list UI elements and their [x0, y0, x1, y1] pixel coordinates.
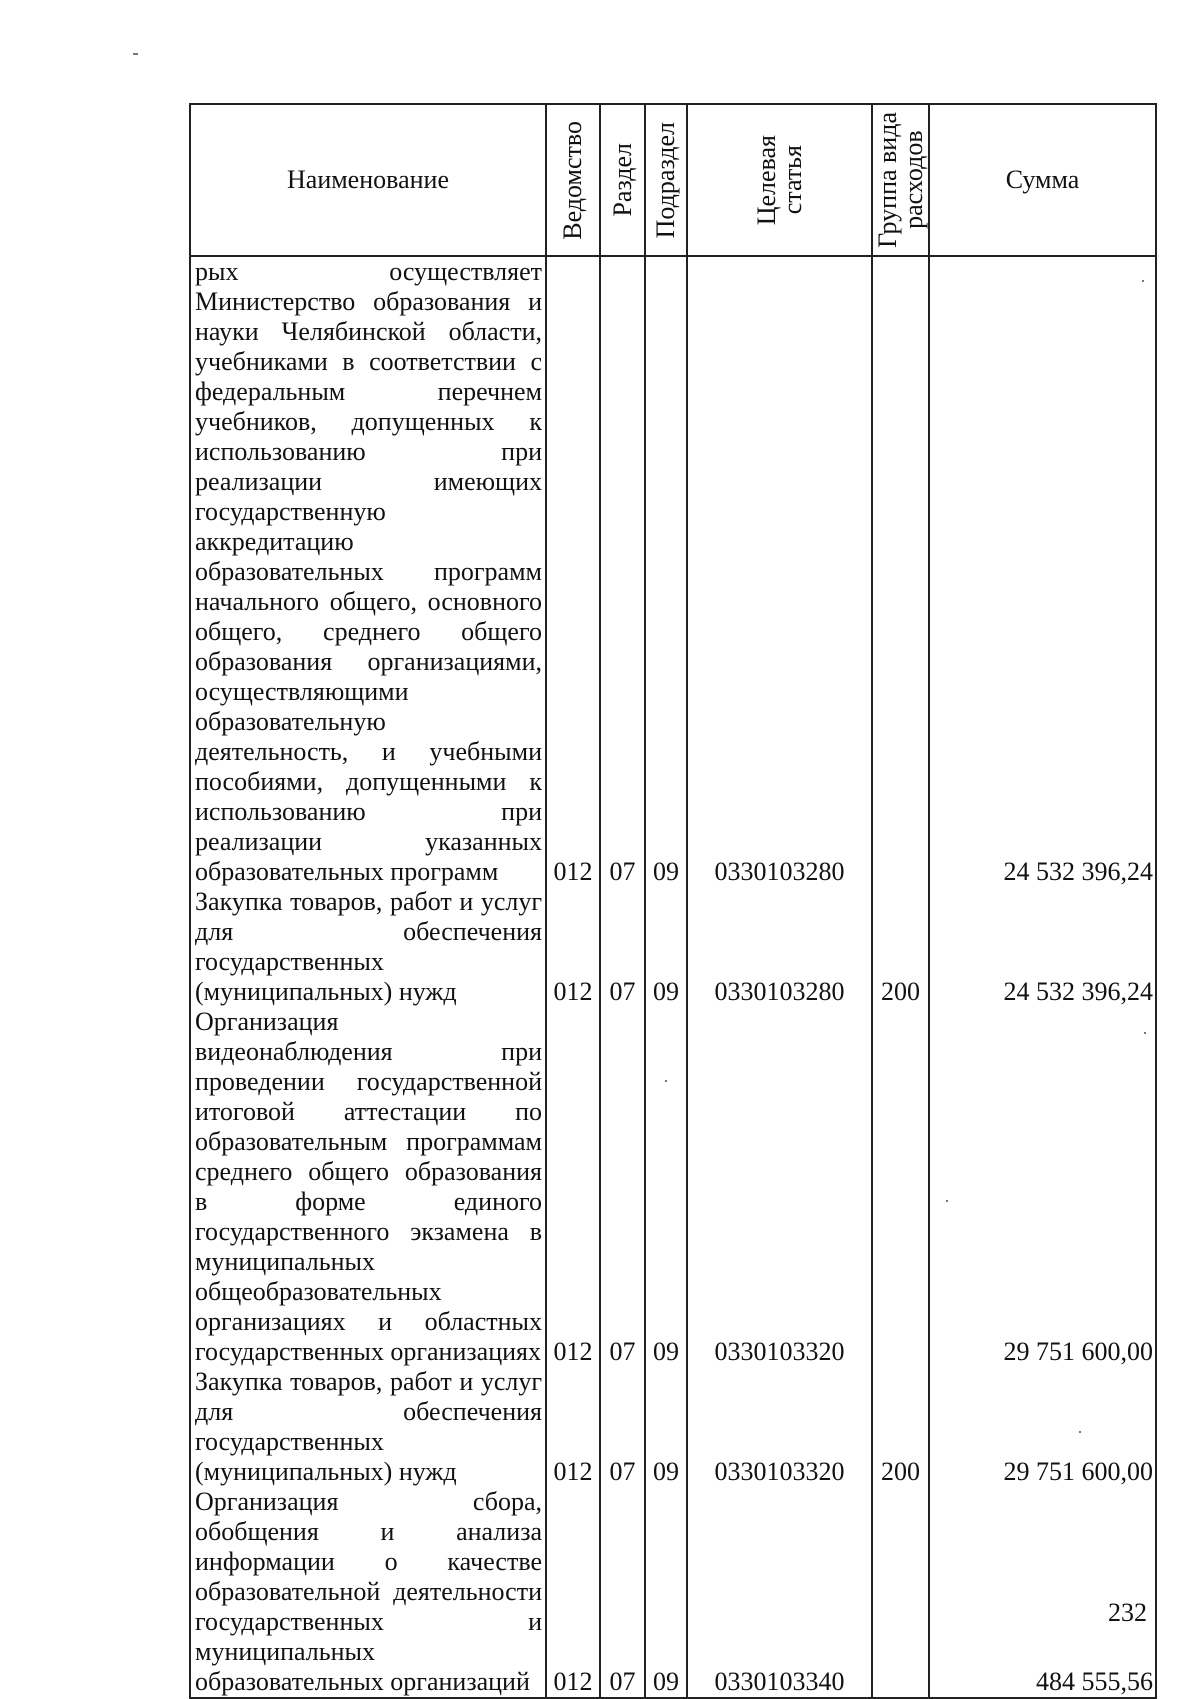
- table-row: [190, 1367, 1156, 1487]
- row-sum: 29 751 600,00: [929, 1007, 1156, 1367]
- row-subsection: 09: [645, 1007, 687, 1367]
- budget-table: [189, 103, 1157, 1699]
- row-sum: 484 555,56: [929, 1487, 1156, 1698]
- row-section: 07: [600, 1007, 645, 1367]
- row-subsection: 09: [645, 1367, 687, 1487]
- row-article: 0330103320: [687, 1007, 872, 1367]
- row-dept: 012: [546, 256, 600, 887]
- row-section: 07: [600, 887, 645, 1007]
- header-name: Наименование: [190, 104, 546, 256]
- row-name: Организация сбора, обобщения и анализа информации о качестве образовательной деятельности государственных и муниципальных образовательных организаций: [190, 1487, 546, 1698]
- table-row: [190, 256, 1156, 887]
- row-article: 0330103280: [687, 887, 872, 1007]
- row-group: [872, 256, 929, 887]
- row-group: [872, 1487, 929, 1698]
- row-name: Закупка товаров, работ и услуг для обеспечения государственных (муниципальных) нужд: [190, 1367, 546, 1487]
- row-subsection: 09: [645, 887, 687, 1007]
- row-dept: 012: [546, 1007, 600, 1367]
- header-section: Раздел: [600, 104, 645, 256]
- row-article: 0330103320: [687, 1367, 872, 1487]
- row-subsection: 09: [645, 256, 687, 887]
- row-section: 07: [600, 1367, 645, 1487]
- row-dept: 012: [546, 1487, 600, 1698]
- row-name: Закупка товаров, работ и услуг для обеспечения государственных (муниципальных) нужд: [190, 887, 546, 1007]
- table-header-row: [190, 104, 1156, 256]
- row-section: 07: [600, 1487, 645, 1698]
- row-name: Организация видеонаблюдения при проведении государственной итоговой аттестации по образовательным программам среднего общего образования в форме единого государственного экзамена в муниципальных общеобразовательных организациях и областных государственных организациях: [190, 1007, 546, 1367]
- row-sum: 29 751 600,00: [929, 1367, 1156, 1487]
- row-article: 0330103340: [687, 1487, 872, 1698]
- header-dept: Ведомство: [546, 104, 600, 256]
- row-group: 200: [872, 887, 929, 1007]
- row-name: рых осуществляет Министерство образования и науки Челябинской области, учебниками в соответствии с федеральным перечнем учебников, допущенных к использованию при реализации имеющих государственную аккредитацию образовательных программ начального общего, основного общего, среднего общего образования организациями, осуществляющими образовательную деятельность, и учебными пособиями, допущенными к использованию при реализации указанных образовательных программ: [190, 256, 546, 887]
- header-sum: Сумма: [929, 104, 1156, 256]
- row-article: 0330103280: [687, 256, 872, 887]
- row-dept: 012: [546, 1367, 600, 1487]
- table-row: [190, 887, 1156, 1007]
- row-section: 07: [600, 256, 645, 887]
- header-article: Целевая статья: [687, 104, 872, 256]
- row-dept: 012: [546, 887, 600, 1007]
- header-group: Группа вида расходов: [872, 104, 929, 256]
- row-subsection: 09: [645, 1487, 687, 1698]
- header-subsection: Подраздел: [645, 104, 687, 256]
- row-group: 200: [872, 1367, 929, 1487]
- table-row: [190, 1007, 1156, 1367]
- scan-speck: [133, 53, 138, 55]
- page-number: 232: [1108, 1598, 1147, 1627]
- row-sum: 24 532 396,24: [929, 887, 1156, 1007]
- table-row: [190, 1487, 1156, 1698]
- row-group: [872, 1007, 929, 1367]
- row-sum: 24 532 396,24: [929, 256, 1156, 887]
